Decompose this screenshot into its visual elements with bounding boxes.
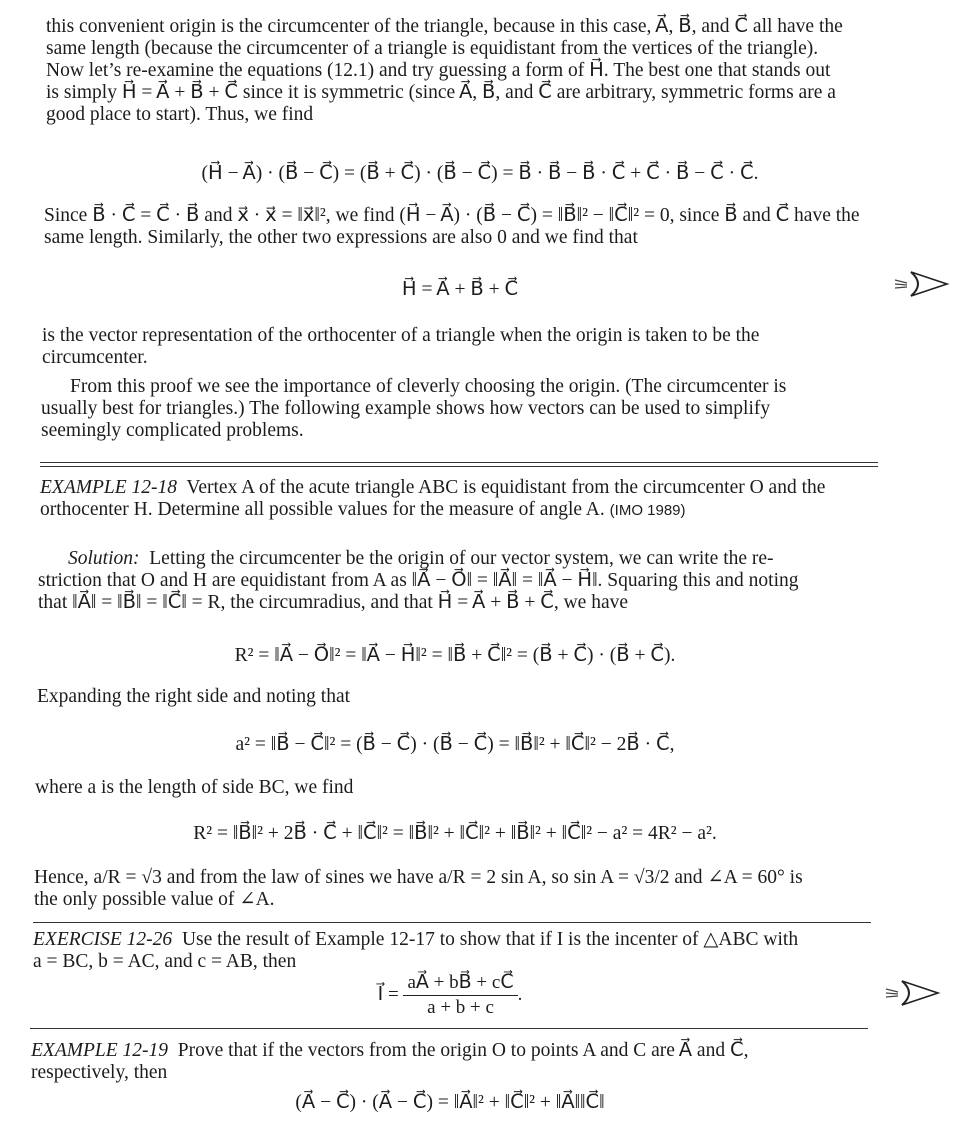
text-line: same length. Similarly, the other two expressions are also 0 and we find that (44, 227, 638, 248)
text-line: Use the result of Example 12-17 to show that if I is the incenter of △ABC with (181, 929, 799, 950)
equation-incenter: I⃗ = $\frac{aA⃗ + bB⃗ + cC⃗}{a + b + c}$ . (377, 972, 523, 1018)
text-line: From this proof we see the importance of cleverly choosing the origin. (The circumcenter is (70, 376, 787, 397)
example-label: EXAMPLE 12-18 (40, 477, 178, 498)
exercise-label: EXERCISE 12-26 (33, 929, 173, 950)
solution-label: Solution: (68, 548, 140, 569)
equation-orthocenter: H⃗ = A⃗ + B⃗ + C⃗ (401, 279, 519, 300)
equation-difference: (A⃗ − C⃗) · (A⃗ − C⃗) = ‖A⃗‖² + ‖C⃗‖² + ‖A⃗‖‖C⃗‖ (295, 1092, 605, 1113)
equation-r-squared: R² = ‖A⃗ − O⃗‖² = ‖A⃗ − H⃗‖² = ‖B⃗ + C⃗‖² = (B⃗ + C⃗) · (B⃗ + C⃗). (234, 645, 676, 666)
exercise-12-26 (0, 929, 960, 973)
incenter-fraction (403, 973, 517, 1018)
section-divider (33, 922, 871, 923)
equation-dot-product: (H⃗ − A⃗) · (B⃗ − C⃗) = (B⃗ + C⃗) · (B⃗ − C⃗) = B⃗ · B⃗ − B⃗ · C⃗ + C⃗ · B⃗ − C⃗ · C⃗. (201, 163, 759, 184)
intro-paragraph (0, 16, 960, 126)
hence-paragraph (0, 867, 960, 911)
text-line: Letting the circumcenter be the origin of our vector system, we can write the re- (149, 548, 774, 569)
expanding-line: Expanding the right side and noting that (37, 686, 351, 707)
text-line: this convenient origin is the circumcenter of the triangle, because in this case, A⃗, B⃗, and C⃗ all have the (46, 16, 843, 37)
section-divider (40, 462, 878, 463)
text-line: circumcenter. (42, 347, 148, 368)
proof-paragraph (0, 376, 960, 442)
text-line: that ‖A⃗‖ = ‖B⃗‖ = ‖C⃗‖ = R, the circumradius, and that H⃗ = A⃗ + B⃗ + C⃗, we have (38, 592, 629, 613)
equation-r-squared-expanded: R² = ‖B⃗‖² + 2B⃗ · C⃗ + ‖C⃗‖² = ‖B⃗‖² + ‖C⃗‖² + ‖B⃗‖² + ‖C⃗‖² − a² = 4R² − a². (193, 823, 717, 844)
text-line: seemingly complicated problems. (41, 420, 304, 441)
where-line: where a is the length of side BC, we find (35, 777, 354, 798)
solution-paragraph (0, 548, 960, 614)
text-line: Hence, a/R = √3 and from the law of sines we have a/R = 2 sin A, so sin A = √3/2 and ∠A = 60° is (34, 867, 803, 888)
text-line: Prove that if the vectors from the origin O to points A and C are A⃗ and C⃗, (177, 1040, 749, 1061)
text-line: is simply H⃗ = A⃗ + B⃗ + C⃗ since it is symmetric (since A⃗, B⃗, and C⃗ are arbitrary, symmetric forms are a (46, 82, 836, 103)
text-line: usually best for triangles.) The following example shows how vectors can be used to simplify (41, 398, 771, 419)
example-12-19 (0, 1040, 960, 1084)
text-line: orthocenter H. Determine all possible values for the measure of angle A. (40, 499, 605, 520)
text-line: same length (because the circumcenter of a triangle is equidistant from the vertices of the triangle). (46, 38, 819, 59)
section-divider (30, 1028, 868, 1029)
since-paragraph (0, 205, 960, 249)
after-paragraph (0, 325, 960, 369)
text-line: a = BC, b = AC, and c = AB, then (33, 951, 297, 972)
text-line: Now let’s re-examine the equations (12.1) and try guessing a form of H⃗. The best one that stands out (46, 60, 831, 81)
text-line: the only possible value of ∠A. (34, 889, 275, 910)
text-line: striction that O and H are equidistant from A as ‖A⃗ − O⃗‖ = ‖A⃗‖ = ‖A⃗ − H⃗‖. Squaring this and noting (38, 570, 799, 591)
example-12-18 (0, 477, 960, 522)
text-line: good place to start). Thus, we find (46, 104, 314, 125)
text-line: respectively, then (31, 1062, 168, 1083)
source-citation: (IMO 1989) (609, 502, 686, 519)
text-line: Vertex A of the acute triangle ABC is equidistant from the circumcenter O and the (186, 477, 826, 498)
text-line: Since B⃗ · C⃗ = C⃗ · B⃗ and x⃗ · x⃗ = ‖x⃗‖², we find (H⃗ − A⃗) · (B⃗ − C⃗) = ‖B⃗‖² − ‖C⃗‖² = 0, since B⃗ and C⃗ have the (44, 205, 860, 226)
fraction-numerator: aA⃗ + bB⃗ + cC⃗ (403, 973, 517, 996)
eye-icon (893, 266, 953, 302)
section-divider (40, 466, 878, 467)
example-label: EXAMPLE 12-19 (31, 1040, 169, 1061)
equation-a-squared: a² = ‖B⃗ − C⃗‖² = (B⃗ − C⃗) · (B⃗ − C⃗) = ‖B⃗‖² + ‖C⃗‖² − 2B⃗ · C⃗, (235, 734, 675, 755)
eye-icon (884, 975, 944, 1011)
incenter-lhs: I⃗ = (377, 983, 399, 1005)
text-line: is the vector representation of the orthocenter of a triangle when the origin is taken to be the (42, 325, 760, 346)
fraction-denominator: a + b + c (427, 997, 494, 1018)
